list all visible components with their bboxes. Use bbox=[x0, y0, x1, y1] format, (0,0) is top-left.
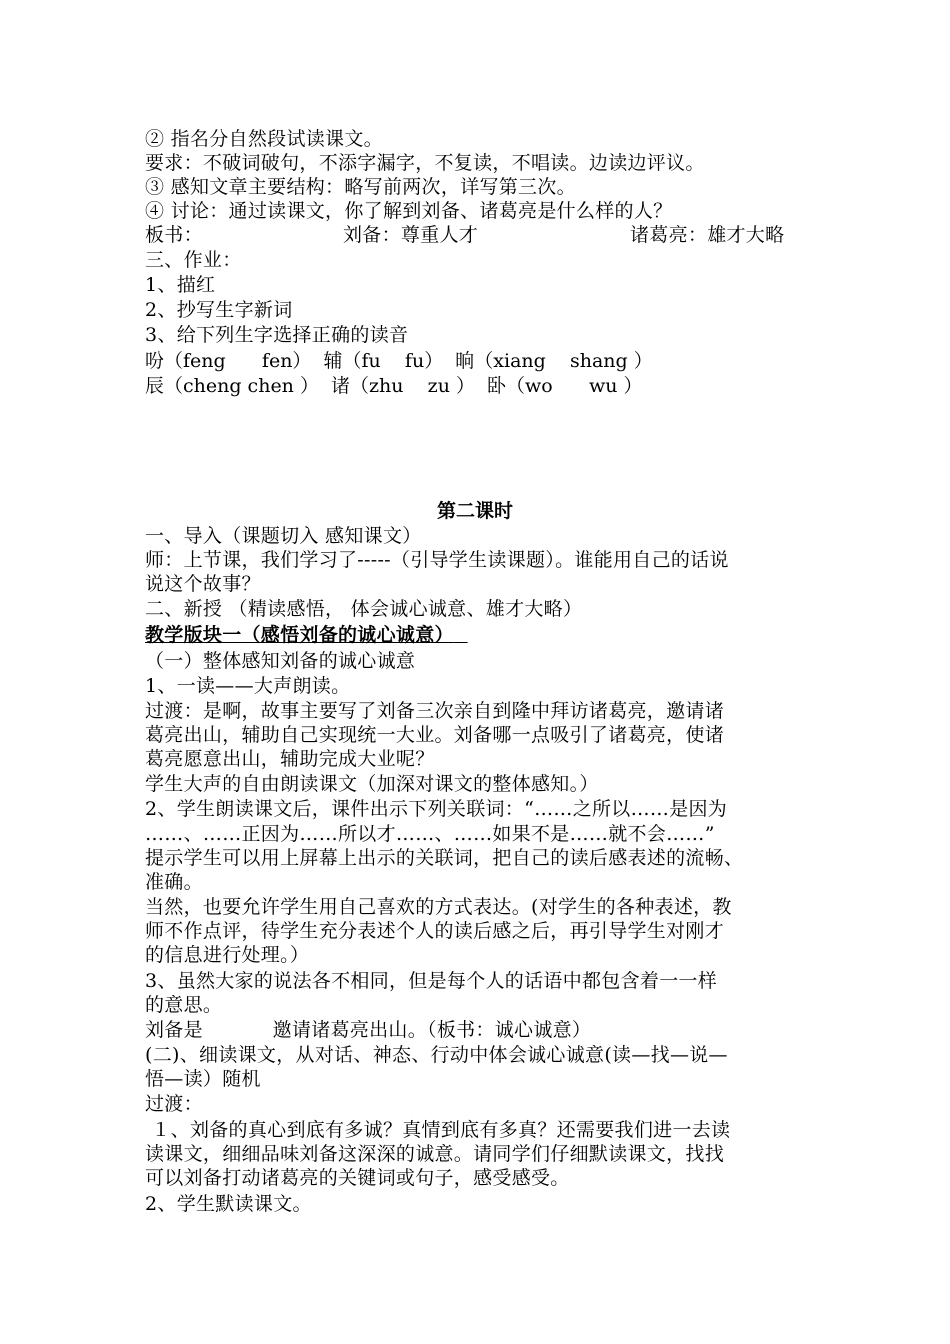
new-lesson-heading: 二、新授 （精读感悟， 体会诚心诚意、雄才大略） bbox=[145, 598, 583, 620]
paragraph-line: 1、一读——大声朗读。 bbox=[145, 675, 351, 697]
paragraph-line: 当然，也要允许学生用自己喜欢的方式表达。(对学生的各种表述，教 bbox=[145, 896, 732, 918]
step-4-line: ④ 讨论：通过读课文，你了解到刘备、诸葛亮是什么样的人？ bbox=[145, 200, 673, 222]
paragraph-line: 的意思。 bbox=[145, 994, 223, 1016]
intro-text-1: 师：上节课，我们学习了-----（引导学生读课题）。谁能用自己的话说 bbox=[145, 549, 729, 571]
fill-blank-line: 刘备是 邀请诸葛亮出山。（板书：诚心诚意） bbox=[145, 1019, 592, 1041]
section-1-heading: （一）整体感知刘备的诚心诚意 bbox=[145, 650, 416, 672]
intro-text-2: 说这个故事？ bbox=[145, 573, 261, 595]
paragraph-line: １、刘备的真心到底有多诚？真情到底有多真？还需要我们进一去读 bbox=[145, 1119, 731, 1141]
step-3-line: ③ 感知文章主要结构：略写前两次，详写第三次。 bbox=[145, 176, 576, 198]
paragraph-line: 学生大声的自由朗读课文（加深对课文的整体感知。） bbox=[145, 773, 599, 795]
paragraph-line: 3、虽然大家的说法各不相同，但是每个人的话语中都包含着一一样 bbox=[145, 970, 718, 992]
homework-item-3: 3、给下列生字选择正确的读音 bbox=[145, 324, 409, 346]
homework-item-2: 2、抄写生字新词 bbox=[145, 299, 293, 321]
paragraph-line: 准确。 bbox=[145, 871, 203, 893]
paragraph-line: 提示学生可以用上屏幕上出示的关联词，把自己的读后感表述的流畅、 bbox=[145, 847, 744, 869]
paragraph-line: 过渡：是啊，故事主要写了刘备三次亲自到隆中拜访诸葛亮，邀请诸 bbox=[145, 700, 725, 722]
requirement-line: 要求：不破词破句，不添字漏字，不复读，不唱读。边读边评议。 bbox=[145, 152, 705, 174]
teaching-block-1-title: 教学版块一（感悟刘备的诚心诚意） bbox=[145, 624, 454, 646]
section-2-heading: (二)、细读课文，从对话、神态、行动中体会诚心诚意(读—找—说— bbox=[145, 1044, 728, 1066]
homework-heading: 三、作业： bbox=[145, 249, 242, 271]
lesson-2-title: 第二课时 bbox=[436, 500, 513, 522]
paragraph-line: 2、学生朗读课文后，课件出示下列关联词：“……之所以……是因为 bbox=[145, 798, 728, 820]
paragraph-line: 可以刘备打动诸葛亮的关键词或句子，感受感受。 bbox=[145, 1167, 570, 1189]
paragraph-line: 2、学生默读课文。 bbox=[145, 1193, 312, 1215]
paragraph-line: 葛亮出山，辅助自己实现统一大业。刘备哪一点吸引了诸葛亮，使诸 bbox=[145, 724, 725, 746]
board-liubei: 刘备：尊重人才 bbox=[343, 224, 479, 246]
board-zhugeliang: 诸葛亮：雄才大略 bbox=[630, 224, 785, 246]
paragraph-line: 师不作点评，待学生充分表述个人的读后感之后，再引导学生对刚才 bbox=[145, 920, 725, 942]
paragraph-line: 的信息进行处理。） bbox=[145, 944, 310, 966]
paragraph-line: ……、……正因为……所以才……、……如果不是……就不会……” bbox=[145, 823, 715, 845]
intro-heading: 一、导入（课题切入 感知课文） bbox=[145, 525, 422, 547]
teaching-block-1-heading bbox=[145, 623, 468, 647]
paragraph-line: 悟—读）随机 bbox=[145, 1068, 261, 1090]
paragraph-line: 过渡： bbox=[145, 1093, 203, 1115]
board-label: 板书： bbox=[145, 224, 203, 246]
homework-item-1: 1、描红 bbox=[145, 274, 216, 296]
step-2-line: ② 指名分自然段试读课文。 bbox=[145, 128, 383, 150]
paragraph-line: 葛亮愿意出山，辅助完成大业呢？ bbox=[145, 748, 435, 770]
pinyin-row-2: 辰（cheng chen ） 诸（zhu zu ） 卧（wo wu ） bbox=[145, 375, 643, 397]
paragraph-line: 读课文，细细品味刘备这深深的诚意。请同学们仔细默读课文，找找 bbox=[145, 1143, 725, 1165]
pinyin-row-1: 吩（feng fen） 辅（fu fu） 晌（xiang shang ） bbox=[145, 350, 653, 372]
